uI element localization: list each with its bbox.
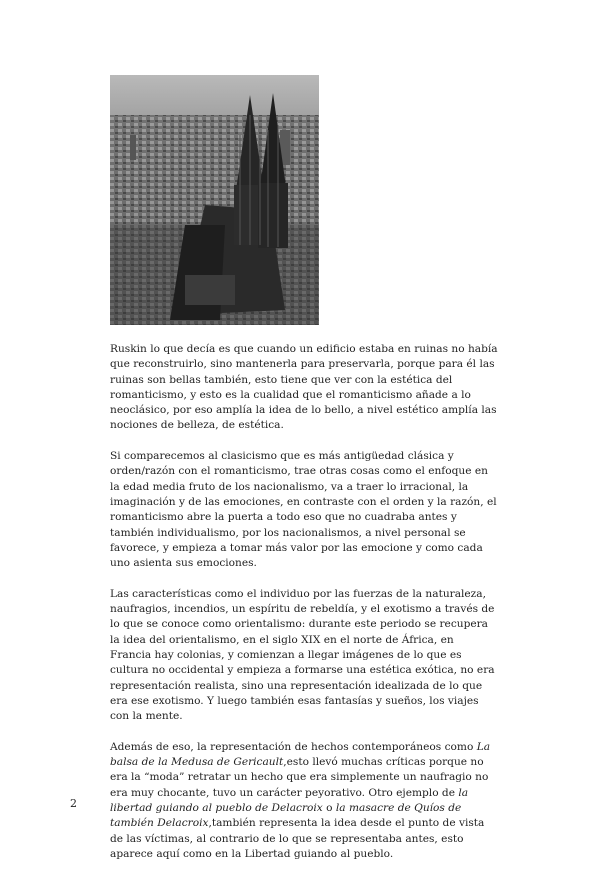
- paragraph-clasicismo: Si comparecemos al clasicismo que es más antigüedad clásica y orden/razón con el romanticismo, trae otras cosas como el enfoque en la edad media fruto de los nacionalismo, va a traer lo irracional, la imaginación y de las emociones, en contraste con el orden y la razón, el romanticismo abre la puerta a todo eso que no cuadraba antes y también individualismo, por los nacionalismos, a nivel personal se favorece, y empieza a tomar más valor por las emocione y como cada uno asienta sus emociones.: [110, 450, 497, 570]
- paragraph-hechos-contemporaneos: [110, 740, 498, 862]
- page-number: 2: [70, 797, 77, 810]
- text-segment: ,esto llevó muchas críticas porque no era la “moda” retratar un hecho que era simplemente un naufragio no era muy chocante, tuvo un carácter peyorativo. Otro ejemplo de: [110, 756, 489, 799]
- cathedral-photo: [110, 75, 319, 325]
- artwork-title-medusa: La balsa de la Medusa de Gericault: [110, 740, 491, 769]
- artwork-title-quios: la masacre de Quíos de también Delacroix: [110, 801, 462, 830]
- text-segment: o: [322, 801, 336, 814]
- paragraph-caracteristicas: Las características como el individuo por las fuerzas de la naturaleza, naufragios, incendios, un espíritu de rebeldía, y el exotismo a través de lo que se conoce como orientalismo: durante este periodo se recupera la idea del orientalismo, en el siglo XIX en el norte de África, en Francia hay colonias, y comienzan a llegar imágenes de lo que es cultura no occidental y empieza a formarse una estética exótica, no era representación realista, sino una representación idealizada de lo que era ese exotismo. Y luego también esas fantasías y sueños, los viajes con la mente.: [110, 587, 495, 723]
- body-text: [110, 342, 498, 877]
- artwork-title-libertad: la libertad guiando al pueblo de Delacroix: [110, 786, 469, 814]
- text-segment: ,también representa la idea desde el punto de vista de las víctimas, al contrario de lo que se representaba antes, esto aparece aquí como en la Libertad guiando al pueblo.: [110, 817, 485, 860]
- paragraph-ruskin: Ruskin lo que decía es que cuando un edificio estaba en ruinas no había que reconstruirlo, sino mantenerla para preservarla, porque para él las ruinas son bellas también, esto tiene que ver con la estética del romanticismo, y esto es la cualidad que el romanticismo añade a lo neoclásico, por eso amplía la idea de lo bello, a nivel estético amplía las nociones de belleza, de estética.: [110, 343, 498, 432]
- text-segment: Además de eso, la representación de hechos contemporáneos como: [110, 740, 477, 753]
